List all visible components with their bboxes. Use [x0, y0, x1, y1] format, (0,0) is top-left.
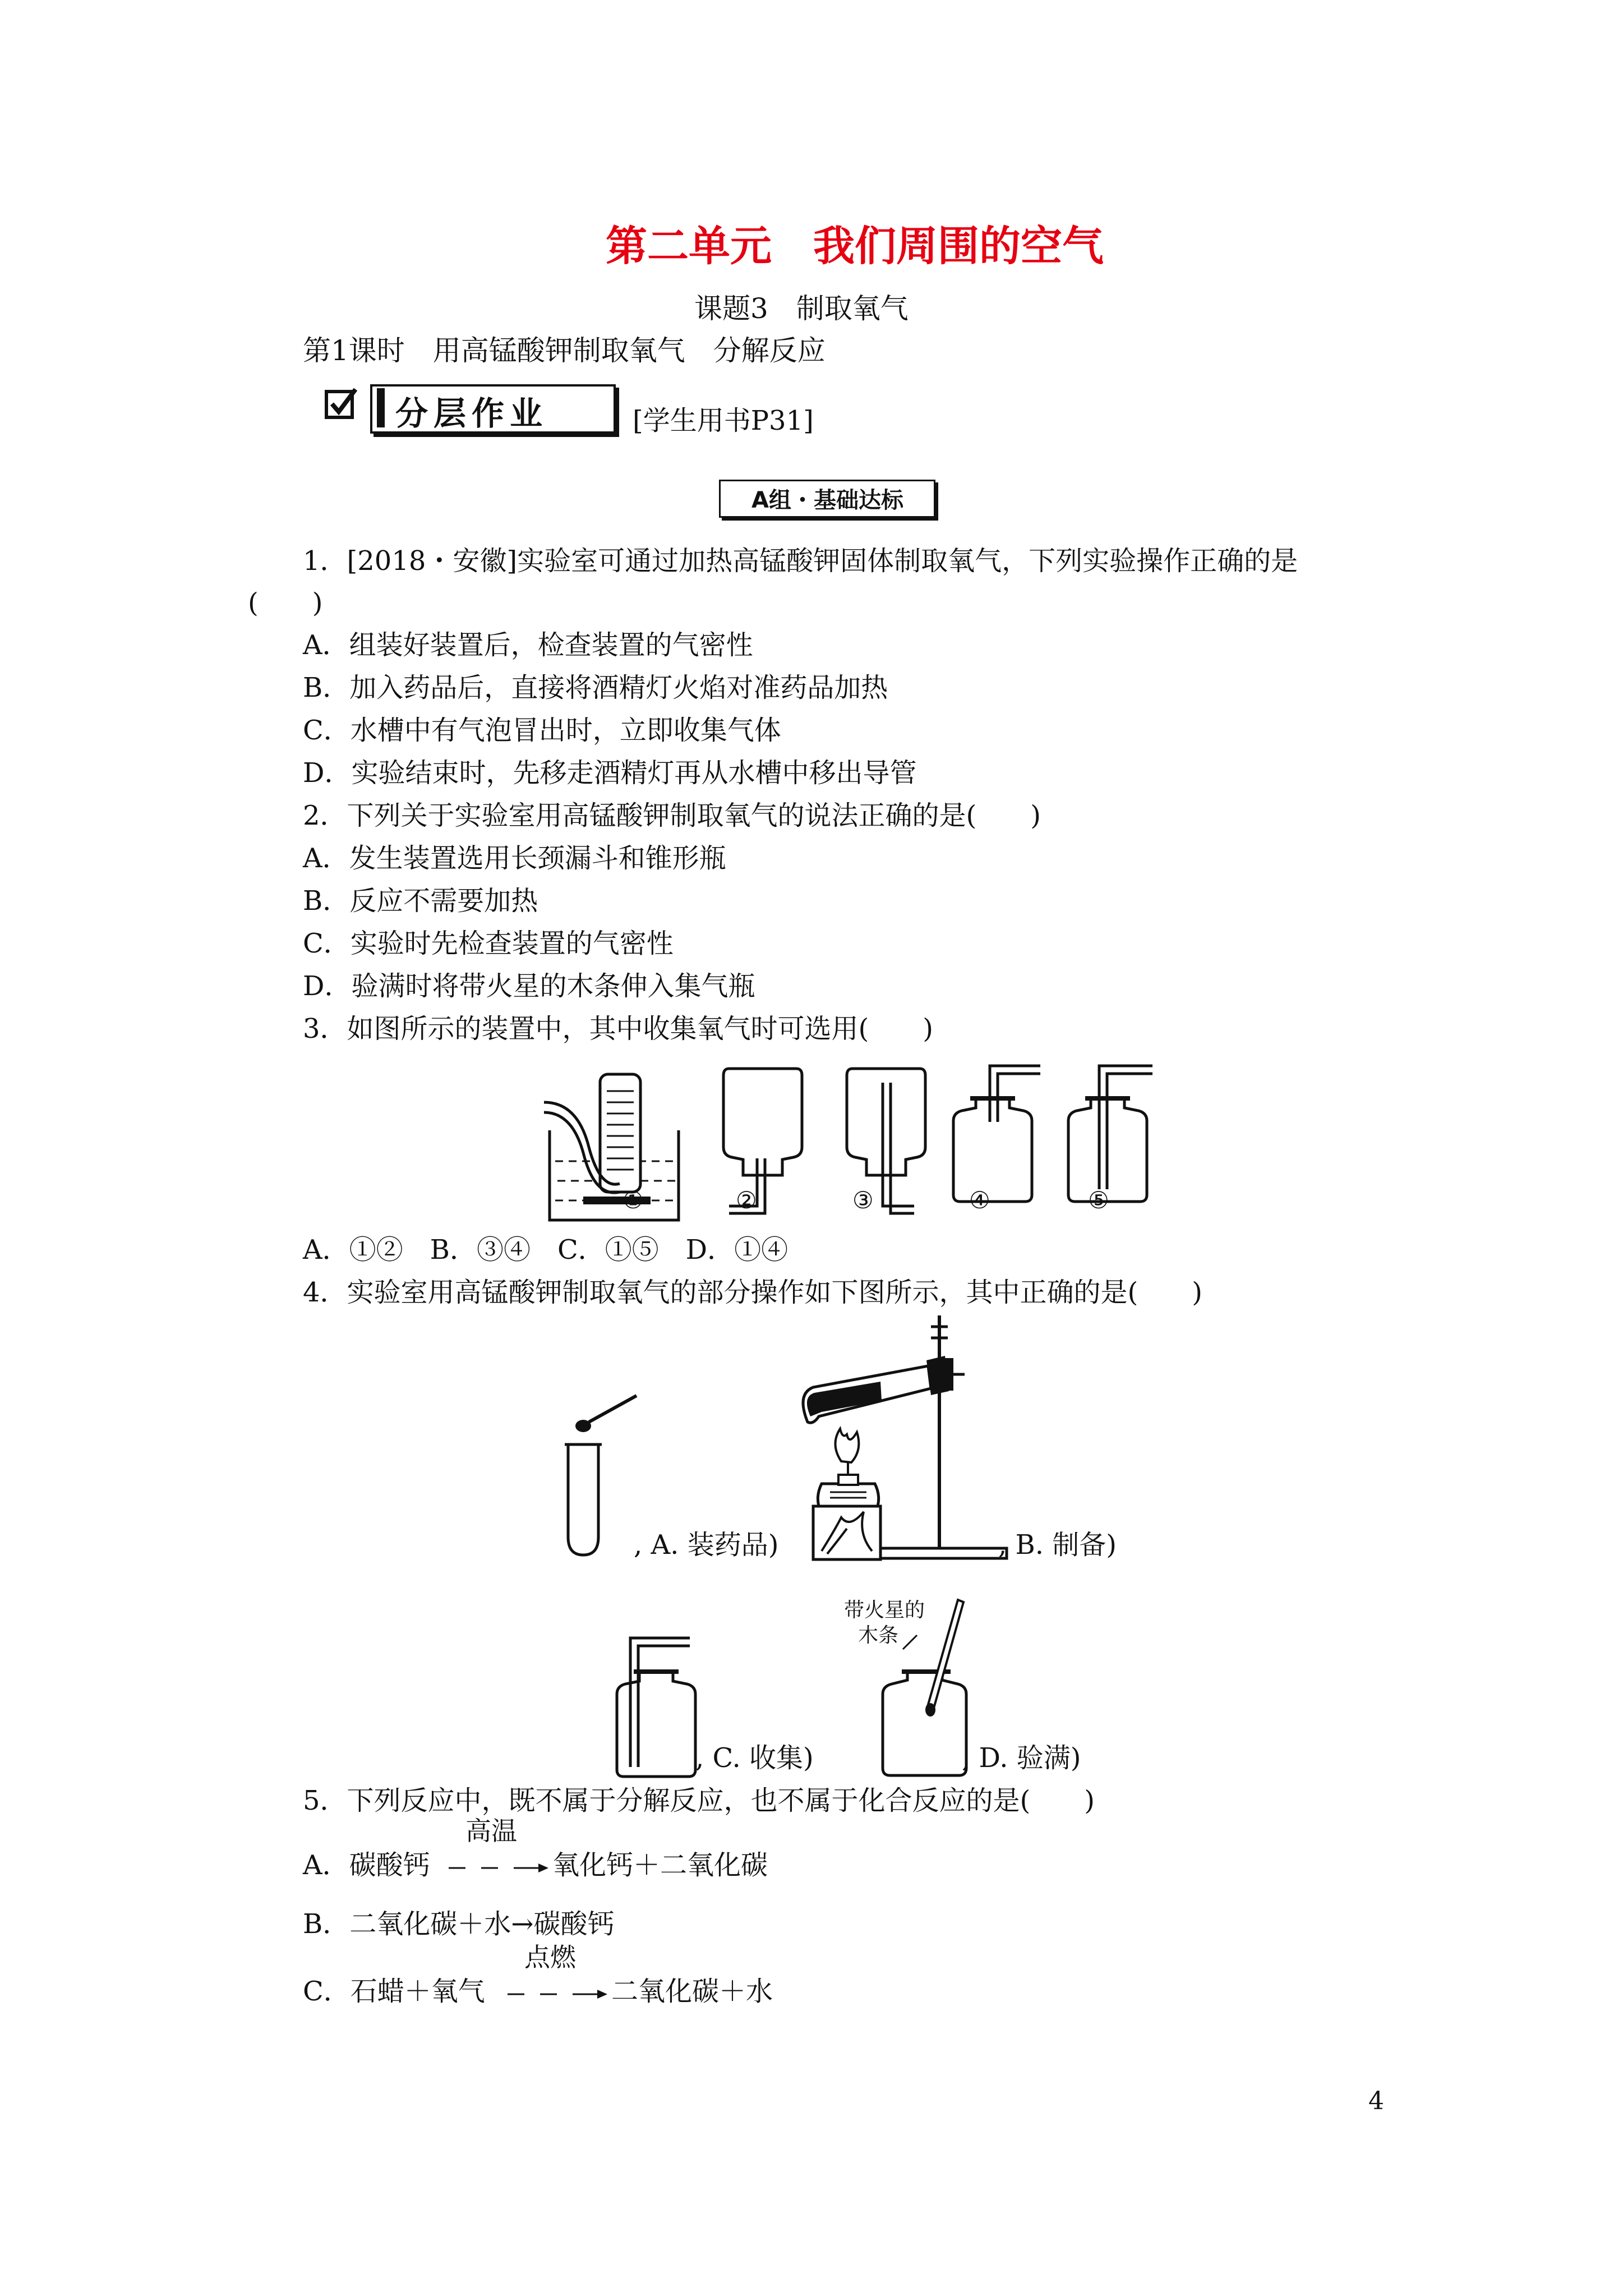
- splint-in-bottle-figure: [875, 1593, 976, 1778]
- unit-title: 第二单元 我们周围的空气: [606, 222, 1104, 270]
- upright-bottle-short-tube-figure: [948, 1055, 1043, 1206]
- reaction-arrow-icon: [508, 1987, 608, 2001]
- q5-option-b: B．二氧化碳＋水→碳酸钙: [303, 1908, 615, 1940]
- q1-option-a: A．组装好装置后，检查装置的气密性: [303, 629, 753, 661]
- q3-figure-label-5: ⑤: [1088, 1186, 1109, 1214]
- q2-option-c: C．实验时先检查装置的气密性: [303, 928, 674, 959]
- badge-label: 分层作业: [395, 394, 548, 432]
- badge-bar: [377, 388, 385, 427]
- gas-collection-bottle-figure: [611, 1627, 707, 1781]
- page-number: 4: [1368, 2087, 1384, 2115]
- q5-option-a-prefix: A．碳酸钙: [303, 1849, 430, 1881]
- q1-stem: 1．[2018・安徽]实验室可通过加热高锰酸钾固体制取氧气，下列实验操作正确的是: [303, 545, 1298, 577]
- upright-bottle-long-tube-figure: [1063, 1055, 1158, 1206]
- q5-option-c-condition: 点燃: [524, 1942, 576, 1972]
- q3-options: A．①② B．③④ C．①⑤ D．①④: [303, 1234, 789, 1266]
- q2-option-a: A．发生装置选用长颈漏斗和锥形瓶: [303, 843, 726, 874]
- q3-stem: 3．如图所示的装置中，其中收集氧气时可选用( ): [303, 1013, 933, 1045]
- q5-option-c-prefix: C．石蜡＋氧气: [303, 1976, 485, 2007]
- q5-option-a-suffix: 氧化钙＋二氧化碳: [552, 1849, 768, 1881]
- q4-caption-c: , C. 收集): [695, 1742, 814, 1774]
- splint-label-1: 带火星的: [844, 1599, 925, 1622]
- q4-caption-b: , B. 制备): [998, 1529, 1117, 1561]
- q5-stem: 5．下列反应中，既不属于分解反应，也不属于化合反应的是( ): [303, 1785, 1095, 1816]
- q4-caption-d: , D. 验满): [962, 1742, 1081, 1774]
- q3-figure-label-2: ②: [736, 1186, 757, 1214]
- book-reference: [学生用书P31]: [633, 405, 814, 436]
- q2-stem: 2．下列关于实验室用高锰酸钾制取氧气的说法正确的是( ): [303, 800, 1041, 831]
- group-label: A组・基础达标: [751, 487, 903, 513]
- splint-label-2: 木条: [858, 1624, 899, 1647]
- q1-option-d: D．实验结束时，先移走酒精灯再从水槽中移出导管: [303, 757, 917, 789]
- q4-caption-a: , A. 装药品): [634, 1529, 779, 1561]
- q2-option-b: B．反应不需要加热: [303, 885, 538, 917]
- reaction-arrow-icon: [449, 1861, 550, 1875]
- heating-apparatus-figure: [796, 1304, 1009, 1562]
- topic-title: 课题3 制取氧气: [694, 292, 909, 325]
- q5-option-a-condition: 高温: [465, 1816, 517, 1846]
- q1-stem-cont: ( ): [248, 587, 323, 619]
- q2-option-d: D．验满时将带火星的木条伸入集气瓶: [303, 970, 755, 1002]
- checkbox-icon: [324, 387, 358, 421]
- inverted-bottle-short-tube-figure: [718, 1063, 808, 1214]
- q1-option-c: C．水槽中有气泡冒出时，立即收集气体: [303, 715, 781, 746]
- q1-option-b: B．加入药品后，直接将酒精灯火焰对准药品加热: [303, 672, 888, 703]
- q4-stem: 4．实验室用高锰酸钾制取氧气的部分操作如下图所示，其中正确的是( ): [303, 1277, 1202, 1308]
- q3-figure-label-3: ③: [852, 1186, 874, 1214]
- water-trough-collection-figure: [544, 1069, 684, 1226]
- q3-figure-label-4: ④: [969, 1186, 990, 1214]
- q5-option-c-suffix: 二氧化碳＋水: [611, 1976, 773, 2007]
- q3-figure-label-1: ①: [623, 1186, 644, 1214]
- lesson-title: 第1课时 用高锰酸钾制取氧气 分解反应: [303, 334, 826, 367]
